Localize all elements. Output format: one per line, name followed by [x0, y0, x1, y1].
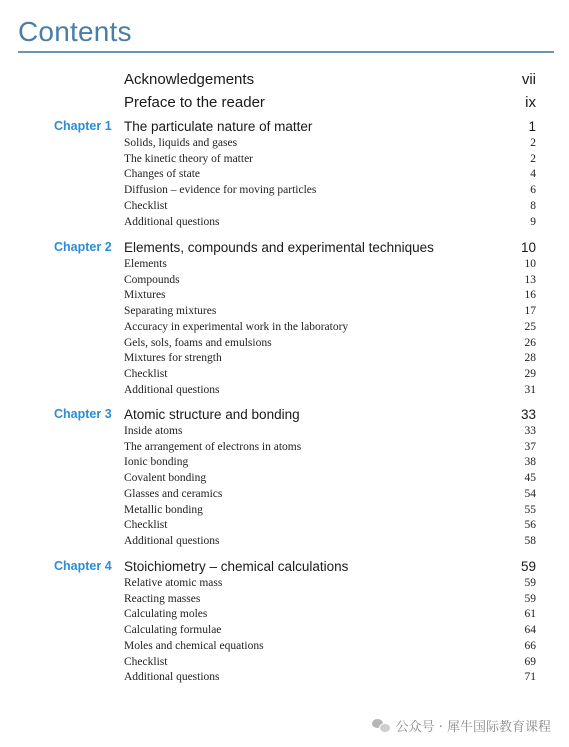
entry-title: Relative atomic mass — [124, 577, 223, 589]
entry-page-number: 59 — [524, 593, 536, 605]
entry-page-number: 9 — [530, 216, 536, 228]
entry-page-number: 2 — [530, 153, 536, 165]
entry-page-number: vii — [521, 71, 536, 88]
entry-page-number: 55 — [524, 504, 536, 516]
entry-title: Reacting masses — [124, 593, 201, 605]
entry-page-number: 33 — [520, 407, 536, 422]
entry-title: Acknowledgements — [124, 71, 255, 88]
entry-title: The arrangement of electrons in atoms — [124, 441, 302, 453]
entry-title: Solids, liquids and gases — [124, 137, 238, 149]
entry-page-number: 37 — [524, 441, 536, 453]
entry-title: Additional questions — [124, 384, 220, 396]
entry-page-number: 59 — [520, 559, 536, 574]
entry-title: Additional questions — [124, 535, 220, 547]
entry-page-number: ix — [525, 94, 536, 111]
entry-page-number: 28 — [524, 352, 536, 364]
entry-title: Changes of state — [124, 168, 201, 180]
entry-title: Inside atoms — [124, 425, 183, 437]
entry-page-number: 56 — [524, 519, 536, 531]
entry-title: Metallic bonding — [124, 504, 203, 516]
entry-title: Elements — [124, 258, 167, 270]
entry-page-number: 10 — [524, 258, 536, 270]
chapter-label: Chapter 2 — [54, 240, 112, 254]
entry-title: Stoichiometry – chemical calculations — [124, 559, 349, 574]
entry-title: Separating mixtures — [124, 305, 217, 317]
entry-title: Mixtures — [124, 289, 166, 301]
entry-title: Atomic structure and bonding — [124, 407, 300, 422]
entry-page-number: 33 — [524, 425, 536, 437]
watermark — [372, 716, 551, 734]
entry-title: Checklist — [124, 368, 168, 380]
entry-title: The particulate nature of matter — [124, 119, 313, 134]
entry-title: Diffusion – evidence for moving particles — [124, 184, 317, 196]
entry-page-number: 26 — [524, 337, 536, 349]
entry-page-number: 64 — [524, 624, 536, 636]
entry-title: Additional questions — [124, 671, 220, 683]
entry-title: Ionic bonding — [124, 456, 189, 468]
entry-page-number: 13 — [524, 274, 536, 286]
entry-page-number: 45 — [524, 472, 536, 484]
entry-title: Covalent bonding — [124, 472, 207, 484]
entry-page-number: 1 — [528, 119, 536, 134]
entry-page-number: 69 — [524, 656, 536, 668]
page-title: Contents — [18, 16, 132, 47]
wechat-icon — [372, 718, 390, 732]
watermark-text: 公众号 · 犀牛国际教育课程 — [395, 719, 551, 735]
entry-page-number: 61 — [524, 608, 536, 620]
entry-page-number: 31 — [524, 384, 536, 396]
entry-title: Mixtures for strength — [124, 352, 222, 364]
entry-title: Gels, sols, foams and emulsions — [124, 337, 272, 349]
entry-title: Preface to the reader — [124, 94, 265, 111]
entry-page-number: 54 — [524, 488, 536, 500]
chapter-label: Chapter 1 — [54, 119, 112, 133]
entry-page-number: 58 — [524, 535, 536, 547]
entry-title: Accuracy in experimental work in the laboratory — [124, 321, 349, 333]
entry-title: Additional questions — [124, 216, 220, 228]
entry-page-number: 59 — [524, 577, 536, 589]
entry-page-number: 2 — [530, 137, 536, 149]
entry-page-number: 29 — [524, 368, 536, 380]
entry-title: Calculating formulae — [124, 624, 222, 636]
entry-page-number: 71 — [524, 671, 536, 683]
entry-title: Calculating moles — [124, 608, 208, 620]
entry-title: The kinetic theory of matter — [124, 153, 254, 165]
entry-title: Checklist — [124, 200, 168, 212]
chapter-label: Chapter 3 — [54, 407, 112, 421]
entry-page-number: 8 — [530, 200, 536, 212]
entry-page-number: 17 — [524, 305, 536, 317]
entry-page-number: 10 — [520, 240, 536, 255]
entry-page-number: 16 — [524, 289, 536, 301]
entry-page-number: 6 — [530, 184, 536, 196]
entry-title: Checklist — [124, 519, 168, 531]
entry-page-number: 66 — [524, 640, 536, 652]
entry-page-number: 25 — [524, 321, 536, 333]
entry-title: Moles and chemical equations — [124, 640, 264, 652]
title-rule — [18, 51, 554, 53]
entry-title: Glasses and ceramics — [124, 488, 223, 500]
entry-title: Checklist — [124, 656, 168, 668]
entry-page-number: 38 — [524, 456, 536, 468]
chapter-label: Chapter 4 — [54, 559, 112, 573]
entry-page-number: 4 — [530, 168, 536, 180]
entry-title: Compounds — [124, 274, 180, 286]
entry-title: Elements, compounds and experimental techniques — [124, 240, 434, 255]
